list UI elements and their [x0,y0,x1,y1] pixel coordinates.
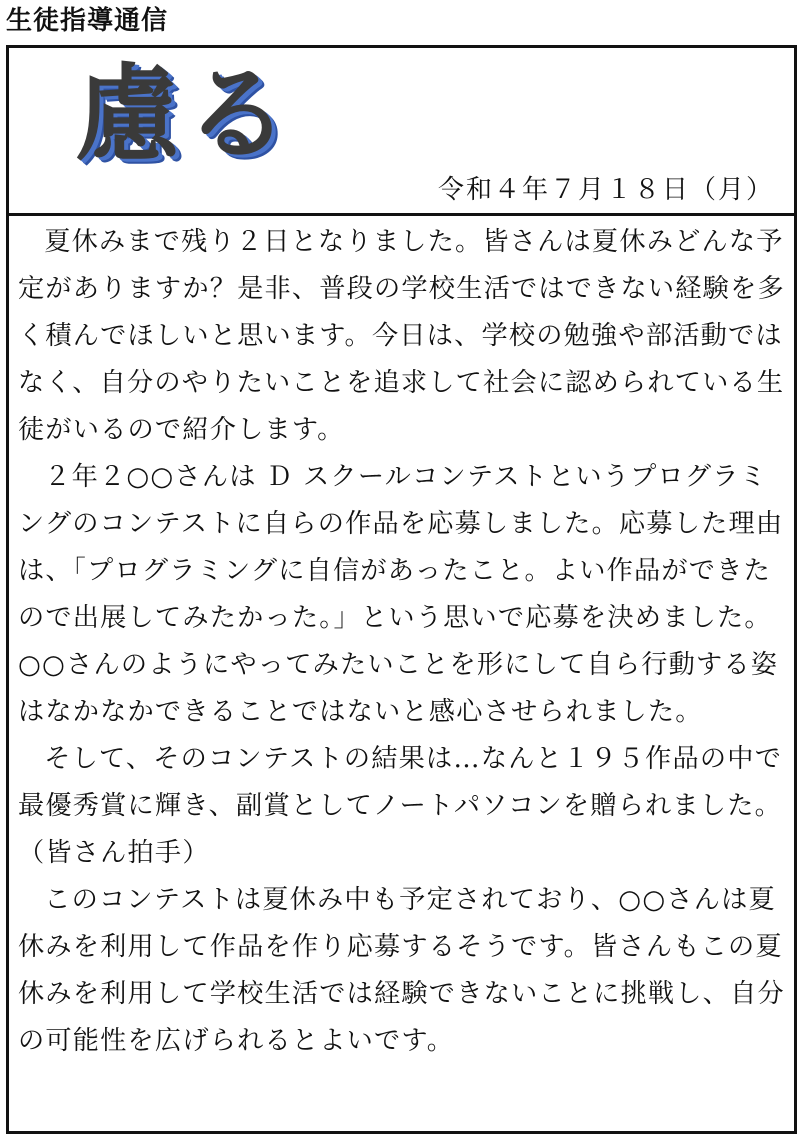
newsletter-title: 慮る [75,52,296,175]
paragraph-closing: このコンテストは夏休み中も予定されており、○○さんは夏休みを利用して作品を作り応募するそうです。皆さんもこの夏休みを利用して学校生活では経験できないことに挑戦し、自分の可能性を広げられるとよいです。 [18,885,785,1056]
paragraph-contest-entry: ２年２○○さんは Ｄ スクールコンテストというプログラミングのコンテストに自らの作品を応募しました。応募した理由は、「プログラミングに自信があったこと。よい作品ができたので出展してみたかった。」という思いで応募を決めました。○○さんのようにやってみたいことを形にして自ら行動する姿はなかなかできることではないと感心させられました。 [18,462,784,727]
paragraph-intro: 夏休みまで残り２日となりました。皆さんは夏休みどんな予定がありますか？是非、普段の学校生活ではできない経験を多く積んでほしいと思います。今日は、学校の勉強や部活動ではなく、自分のやりたいことを追求して社会に認められている生徒がいるので紹介します。 [18,227,785,445]
article-body [18,219,788,1065]
newsletter-frame [6,45,797,1134]
newsletter-header [9,48,794,216]
newsletter-label: 生徒指導通信 [6,6,169,36]
paragraph-contest-result: そして、そのコンテストの結果は…なんと１９５作品の中で最優秀賞に輝き、副賞としてノートパソコンを贈られました。（皆さん拍手） [18,744,783,868]
issue-date: 令和４年７月１８日（月） [437,175,774,205]
